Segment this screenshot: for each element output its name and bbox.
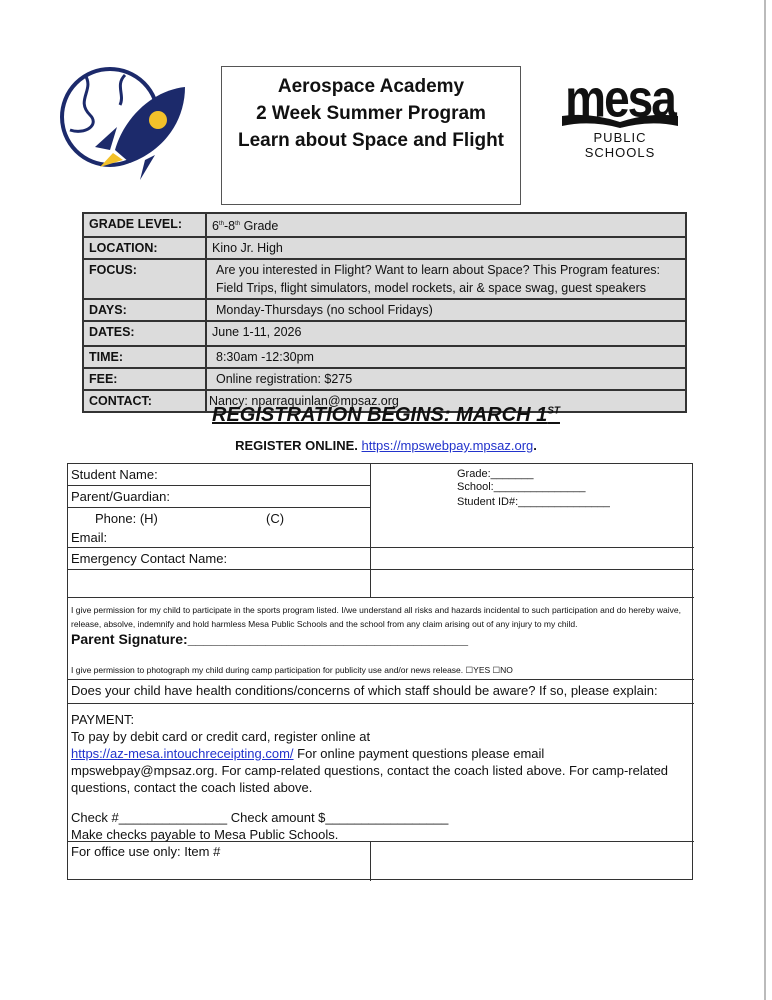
no-label: NO xyxy=(500,665,513,675)
payment-text: To pay by debit card or credit card, register online at xyxy=(71,729,371,744)
register-online xyxy=(0,438,772,453)
phone-cell-field[interactable]: (C) xyxy=(266,511,285,526)
title-line: Learn about Space and Flight xyxy=(237,130,505,151)
health-question: Does your child have health conditions/concerns of which staff should be aware? If so, please explain: xyxy=(71,683,658,698)
yes-label: YES xyxy=(473,665,491,675)
info-value: June 1-11, 2026 xyxy=(206,321,686,346)
email-field[interactable]: Email: xyxy=(71,530,108,545)
info-value: Online registration: $275 xyxy=(206,368,686,390)
info-value: Kino Jr. High xyxy=(206,237,686,259)
info-label: CONTACT: xyxy=(83,390,206,412)
emergency-contact-field[interactable]: Emergency Contact Name: xyxy=(71,551,228,566)
rocket-globe-logo xyxy=(55,65,195,180)
register-online-label: REGISTER ONLINE. xyxy=(235,438,358,453)
registration-heading xyxy=(0,404,772,427)
mesa-logo: mesa PUBLIC SCHOOLS xyxy=(558,78,682,160)
title-line: 2 Week Summer Program xyxy=(256,103,486,124)
register-online-link[interactable]: https://mpswebpay.mpsaz.org xyxy=(361,438,534,453)
permission-text: I give permission for my child to participate in the sports program listed. I/we understand all risks and hazards incidental to such participation and do hereby waive, release, absolve, indemnify and hold harmless Mesa Public Schools and the school from any claim arising out of any injury to my child. xyxy=(71,605,681,629)
yes-checkbox[interactable]: ☐YES xyxy=(465,665,491,675)
info-label: FEE: xyxy=(83,368,206,390)
check-field[interactable]: Check #_______________ Check amount $_________________ xyxy=(71,810,449,825)
info-label: DAYS: xyxy=(83,299,206,321)
program-title-box xyxy=(221,66,521,205)
info-value: Monday-Thursdays (no school Fridays) xyxy=(206,299,686,321)
page-edge xyxy=(764,0,766,1000)
student-name-field[interactable]: Student Name: xyxy=(71,467,158,482)
title-line: Aerospace Academy xyxy=(277,76,465,97)
info-value: Are you interested in Flight? Want to learn about Space? This Program features: Field Trips, flight simulators, model rockets, air & space swag, guest speakers xyxy=(206,259,686,299)
program-info-table xyxy=(82,212,687,413)
info-value: 6th-8th Grade xyxy=(206,213,686,237)
student-id-field[interactable]: Student ID#:_______________ xyxy=(457,496,610,508)
info-label: TIME: xyxy=(83,346,206,368)
no-checkbox[interactable]: ☐NO xyxy=(492,665,513,675)
phone-home-field[interactable]: Phone: (H) xyxy=(95,511,158,526)
info-value: Nancy: nparraquinlan@mpsaz.org xyxy=(206,390,686,412)
heading-sup: ST xyxy=(547,405,560,417)
payment-title: PAYMENT: xyxy=(71,712,135,727)
registration-heading-text: REGISTRATION BEGINS: MARCH 1 xyxy=(212,404,548,426)
payment-section xyxy=(71,711,691,843)
photo-permission xyxy=(71,663,513,677)
info-label: GRADE LEVEL: xyxy=(83,213,206,237)
parent-guardian-field[interactable]: Parent/Guardian: xyxy=(71,489,171,504)
office-use-label: For office use only: Item # xyxy=(71,844,221,859)
payment-link[interactable]: https://az-mesa.intouchreceipting.com/ xyxy=(71,746,294,761)
grade-field[interactable]: Grade:_______ xyxy=(457,468,534,480)
registration-form xyxy=(67,463,693,880)
period: . xyxy=(533,438,537,453)
parent-signature-field[interactable]: Parent Signature:____________________________________ xyxy=(71,631,468,647)
payable-text: Make checks payable to Mesa Public Schools. xyxy=(71,827,339,842)
info-label: LOCATION: xyxy=(83,237,206,259)
info-value: 8:30am -12:30pm xyxy=(206,346,686,368)
payment-text: For online payment questions please email mpswebpay@mpsaz.org. For camp-related questions, contact the coach listed above. For camp-related questions, contact the coach listed above. xyxy=(71,746,669,795)
info-label: DATES: xyxy=(83,321,206,346)
school-field[interactable]: School:_______________ xyxy=(457,481,586,493)
photo-permission-text: I give permission to photograph my child during camp participation for publicity use and/or news release. xyxy=(71,665,464,675)
info-label: FOCUS: xyxy=(83,259,206,299)
